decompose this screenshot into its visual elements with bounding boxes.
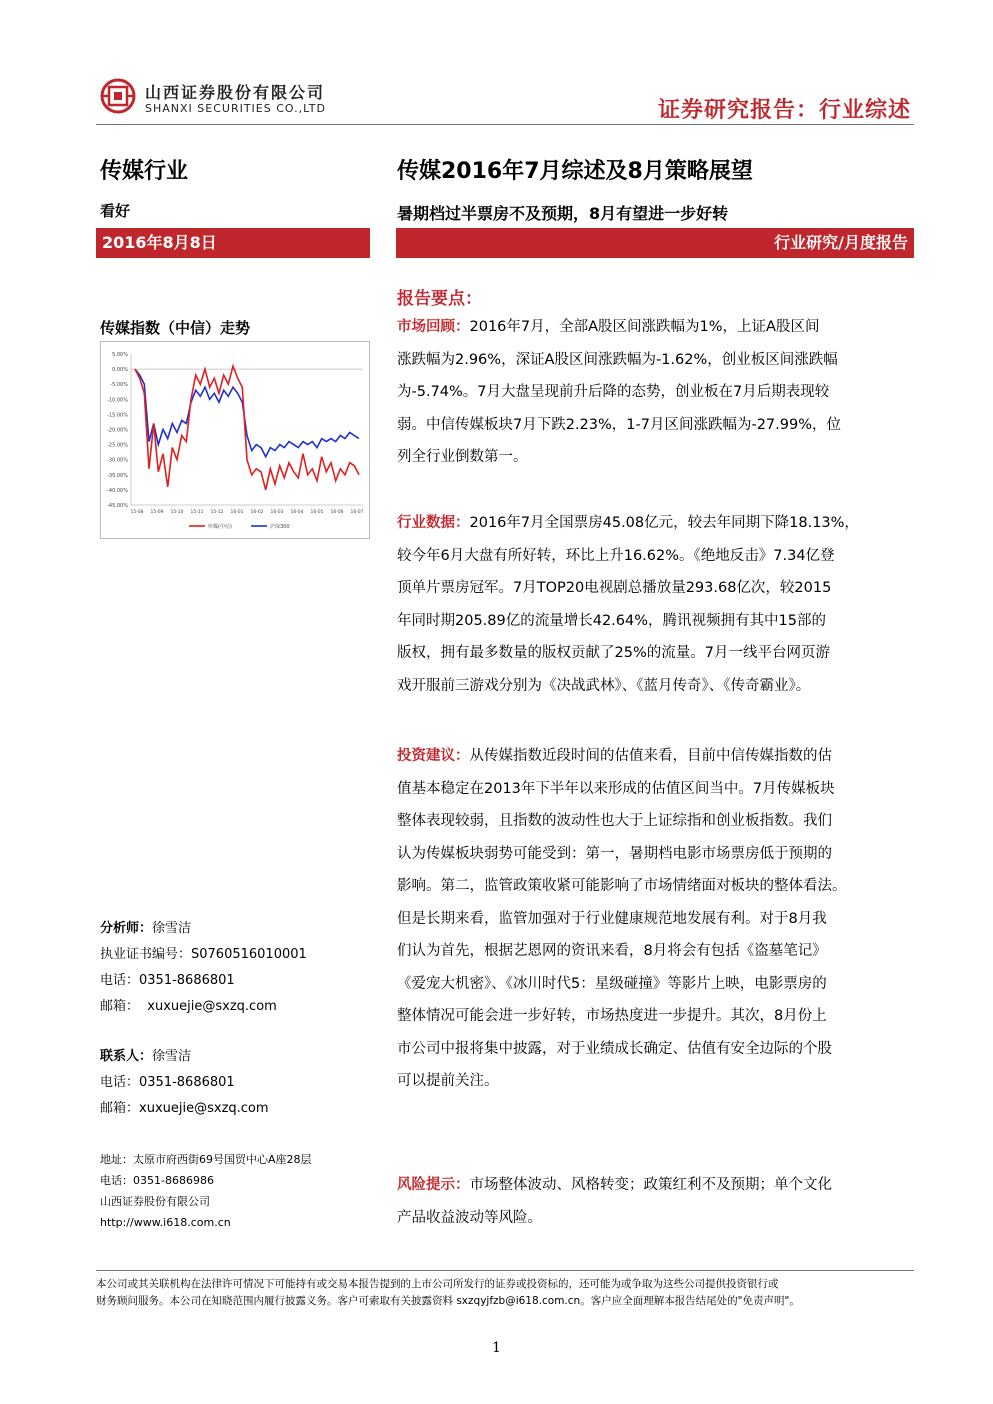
x-tick-label: 15-12 [210, 510, 224, 515]
contact-label: 联系人： [100, 1049, 153, 1064]
paragraph-line: 认为传媒板块弱势可能受到：第一，暑期档电影市场票房低于预期的 [397, 845, 832, 862]
contact-name-row [100, 1044, 269, 1070]
paragraph-line: 影响。第二，监管政策收紧可能影响了市场情绪面对板块的整体看法。 [397, 878, 847, 894]
email-label: 邮箱： [100, 1101, 140, 1116]
paragraph-line: 市公司中报将集中披露，对于业绩成长确定、估值有安全边际的个股 [397, 1040, 832, 1057]
legend-label: 传媒(中信) [208, 524, 232, 530]
contact-info [100, 1044, 269, 1122]
x-tick-label: 15-10 [170, 510, 184, 515]
company-logo-icon [100, 78, 136, 114]
line-text: 市场整体波动、风格转变；政策红利不及预期；单个文化 [469, 1177, 832, 1193]
paragraph-line [397, 507, 916, 540]
email-label: 邮箱： [100, 999, 140, 1014]
series-line [135, 369, 359, 457]
key-points-heading: 报告要点： [397, 289, 482, 309]
paragraph-line: 整体情况可能会进一步好转，市场热度进一步提升。其次，8月份上 [397, 1008, 827, 1024]
report-category-bar: 行业研究/月度报告 [396, 228, 914, 258]
y-tick-label: -30.00% [107, 457, 128, 464]
paragraph-industry-data [397, 507, 916, 702]
paragraph-investment-advice [397, 740, 916, 1098]
x-tick-label: 16-06 [330, 510, 344, 515]
disclaimer-line: 财务顾问服务。本公司在知晓范围内履行披露义务。客户可索取有关披露资料 sxzqyjfzb@i618.com.cn。客户应全面理解本报告结尾处的"免责声明"。 [96, 1295, 800, 1307]
analyst-label: 分析师： [100, 921, 153, 936]
analyst-email-row [100, 994, 307, 1020]
chart-svg [101, 342, 369, 538]
contact-email-row [100, 1096, 269, 1122]
company-name-cn: 山西证券股份有限公司 [145, 83, 326, 102]
contact-name: 徐雪洁 [152, 1049, 192, 1064]
paragraph-line: 列全行业倒数第一。 [397, 449, 528, 465]
paragraph-lead: 投资建议： [397, 748, 470, 764]
paragraph-line [397, 740, 916, 773]
paragraph-lead: 行业数据： [397, 515, 470, 531]
paragraph-line: 产品收益波动等风险。 [397, 1209, 542, 1226]
address-phone: 电话：0351-8686986 [100, 1174, 214, 1187]
company-url-link[interactable]: http://www.i618.com.cn [100, 1216, 231, 1229]
y-tick-label: -20.00% [107, 427, 128, 434]
y-tick-label: -35.00% [107, 472, 128, 479]
x-tick-label: 16-05 [310, 510, 324, 515]
analyst-email-link[interactable]: xuxuejie@sxzq.com [147, 999, 277, 1014]
y-tick-label: -40.00% [107, 487, 128, 494]
y-tick-label: -5.00% [110, 382, 128, 389]
y-tick-label: -15.00% [107, 412, 128, 419]
x-tick-label: 16-03 [270, 510, 284, 515]
paragraph-line: 可以提前关注。 [397, 1073, 499, 1089]
x-tick-label: 16-02 [250, 510, 264, 515]
analyst-info [100, 916, 307, 1020]
index-trend-chart [100, 341, 370, 539]
company-name-en: SHANXI SECURITIES CO.,LTD [145, 102, 326, 115]
y-tick-label: 0.00% [112, 367, 128, 374]
footer-divider [96, 1270, 914, 1271]
x-tick-label: 15-09 [150, 510, 164, 515]
company-address-block [100, 1149, 312, 1233]
paragraph-line [397, 311, 916, 344]
y-tick-label: -10.00% [107, 397, 128, 404]
y-tick-label: -25.00% [107, 442, 128, 449]
line-text: 从传媒指数近段时间的估值来看，目前中信传媒指数的估 [469, 748, 832, 764]
address-line: 地址：太原市府西街69号国贸中心A座28层 [100, 1153, 312, 1166]
paragraph-line: 《爱宠大机密》、《冰川时代5：星级碰撞》等影片上映，电影票房的 [397, 975, 827, 992]
paragraph-line: 涨跌幅为2.96%，深证A股区间涨跌幅为-1.62%，创业板区间涨跌幅 [397, 351, 838, 368]
y-tick-label: 5.00% [112, 352, 128, 358]
paragraph-line: 但是长期来看，监管加强对于行业健康规范地发展有利。对于8月我 [397, 910, 827, 927]
y-tick-label: -45.00% [107, 503, 128, 509]
x-tick-label: 15-11 [190, 510, 204, 515]
paragraph-line: 们认为首先，根据艺恩网的资讯来看，8月将会有包括《盗墓笔记》 [397, 943, 827, 959]
line-text: 2016年7月，全部A股区间涨跌幅为1%，上证A股区间 [469, 319, 820, 335]
series-line [135, 366, 359, 490]
paragraph-risk-warning [397, 1169, 916, 1234]
report-type-label: 证券研究报告：行业综述 [657, 98, 911, 123]
paragraph-lead: 风险提示： [397, 1177, 470, 1193]
paragraph-line: 弱。中信传媒板块7月下跌2.23%，1-7月区间涨跌幅为-27.99%，位 [397, 416, 841, 433]
paragraph-line: 顶单片票房冠军。7月TOP20电视剧总播放量293.68亿次，较2015 [397, 580, 832, 596]
x-tick-label: 16-04 [290, 510, 304, 515]
analyst-cert: 执业证书编号：S0760516010001 [100, 947, 307, 962]
contact-email-link[interactable]: xuxuejie@sxzq.com [139, 1101, 269, 1116]
legend-label: 沪深300 [270, 524, 290, 530]
paragraph-line: 戏开服前三游戏分别为《决战武林》、《蓝月传奇》、《传奇霸业》。 [397, 677, 811, 694]
paragraph-lead: 市场回顾： [397, 319, 470, 335]
x-tick-label: 16-01 [230, 510, 244, 515]
page-number: 1 [492, 1340, 501, 1356]
paragraph-line: 较今年6月大盘有所好转，环比上升16.62%。《绝地反击》7.34亿登 [397, 547, 835, 564]
x-tick-label: 15-08 [130, 510, 144, 515]
report-date-bar: 2016年8月8日 [96, 228, 370, 258]
paragraph-line: 年同时期205.89亿的流量增长42.64%，腾讯视频拥有其中15部的 [397, 612, 826, 629]
chart-title: 传媒指数（中信）走势 [100, 319, 251, 337]
line-text: 2016年7月全国票房45.08亿元，较去年同期下降18.13%， [469, 515, 859, 531]
address-company: 山西证券股份有限公司 [100, 1195, 210, 1208]
disclaimer-line: 本公司或其关联机构在法律许可情况下可能持有或交易本报告提到的上市公司所发行的证券或投资标的，还可能为或争取为这些公司提供投资银行或 [96, 1278, 779, 1290]
paragraph-line [397, 1169, 916, 1202]
contact-phone: 电话：0351-8686801 [100, 1075, 235, 1090]
header-divider [96, 124, 914, 125]
industry-name: 传媒行业 [100, 159, 189, 184]
paragraph-market-review [397, 311, 916, 474]
rating-label: 看好 [100, 202, 131, 220]
paragraph-line: 版权，拥有最多数量的版权贡献了25%的流量。7月一线平台网页游 [397, 645, 830, 661]
analyst-name: 徐雪洁 [152, 921, 192, 936]
analyst-name-row [100, 916, 307, 942]
report-title: 传媒2016年7月综述及8月策略展望 [397, 159, 753, 184]
disclaimer-text [96, 1276, 916, 1310]
x-tick-label: 16-07 [350, 510, 364, 515]
paragraph-line: 为-5.74%。7月大盘呈现前升后降的态势，创业板在7月后期表现较 [397, 384, 830, 400]
report-subtitle: 暑期档过半票房不及预期，8月有望进一步好转 [397, 204, 729, 223]
paragraph-line: 值基本稳定在2013年下半年以来形成的估值区间当中。7月传媒板块 [397, 780, 835, 797]
paragraph-line: 整体表现较弱，且指数的波动性也大于上证综指和创业板指数。我们 [397, 813, 832, 829]
analyst-phone: 电话：0351-8686801 [100, 973, 235, 988]
